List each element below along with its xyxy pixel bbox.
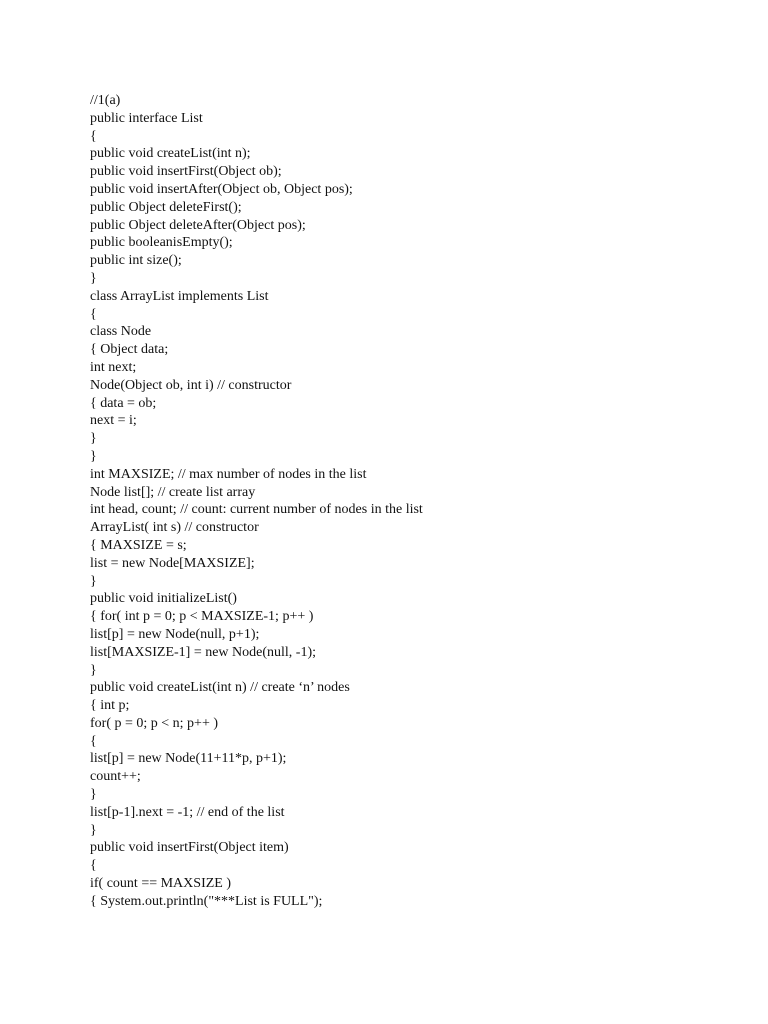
code-line: } <box>90 431 97 447</box>
code-line: } <box>90 270 97 286</box>
code-line: { <box>90 128 97 144</box>
code-line: } <box>90 822 97 838</box>
code-line: count++; <box>90 769 141 785</box>
code-line: { data = ob; <box>90 395 157 411</box>
code-line: { for( int p = 0; p < MAXSIZE-1; p++ ) <box>90 609 314 625</box>
code-line: { MAXSIZE = s; <box>90 537 187 553</box>
code-line: public Object deleteAfter(Object pos); <box>90 217 306 233</box>
code-line: list[p] = new Node(null, p+1); <box>90 626 260 642</box>
code-line: { System.out.println("***List is FULL"); <box>90 893 323 909</box>
code-line: int MAXSIZE; // max number of nodes in the list <box>90 466 367 482</box>
code-line: list = new Node[MAXSIZE]; <box>90 555 255 571</box>
code-line: { int p; <box>90 698 130 714</box>
code-line: if( count == MAXSIZE ) <box>90 876 231 892</box>
code-line: //1(a) <box>90 93 121 108</box>
code-line: } <box>90 662 97 678</box>
code-line: Node list[]; // create list array <box>90 484 256 500</box>
code-line: public booleanisEmpty(); <box>90 235 233 251</box>
code-line: { Object data; <box>90 342 169 358</box>
code-line: { <box>90 306 97 322</box>
code-line: list[p] = new Node(11+11*p, p+1); <box>90 751 287 767</box>
code-listing <box>90 92 730 911</box>
code-line: Node(Object ob, int i) // constructor <box>90 377 292 393</box>
code-line: list[MAXSIZE-1] = new Node(null, -1); <box>90 644 317 660</box>
code-line: public void createList(int n) // create ‘n’ nodes <box>90 680 350 696</box>
code-line: next = i; <box>90 413 137 429</box>
code-line: public void initializeList() <box>90 591 237 607</box>
code-line: public interface List <box>90 110 203 126</box>
code-line: public void insertAfter(Object ob, Object pos); <box>90 181 353 197</box>
code-line: } <box>90 573 97 589</box>
code-line: class ArrayList implements List <box>90 288 269 304</box>
code-line: } <box>90 787 97 803</box>
code-line: public void insertFirst(Object ob); <box>90 164 282 180</box>
code-line: { <box>90 858 97 874</box>
code-line: ArrayList( int s) // constructor <box>90 520 259 536</box>
code-line: public void createList(int n); <box>90 146 251 162</box>
code-line: public int size(); <box>90 253 182 269</box>
code-line: for( p = 0; p < n; p++ ) <box>90 715 219 731</box>
code-line: class Node <box>90 324 152 340</box>
code-line: list[p-1].next = -1; // end of the list <box>90 804 285 820</box>
code-line: int next; <box>90 359 137 375</box>
code-line: int head, count; // count: current number of nodes in the list <box>90 502 423 518</box>
code-line: { <box>90 733 97 749</box>
code-line: } <box>90 448 97 464</box>
code-line: public void insertFirst(Object item) <box>90 840 289 856</box>
code-line: public Object deleteFirst(); <box>90 199 242 215</box>
